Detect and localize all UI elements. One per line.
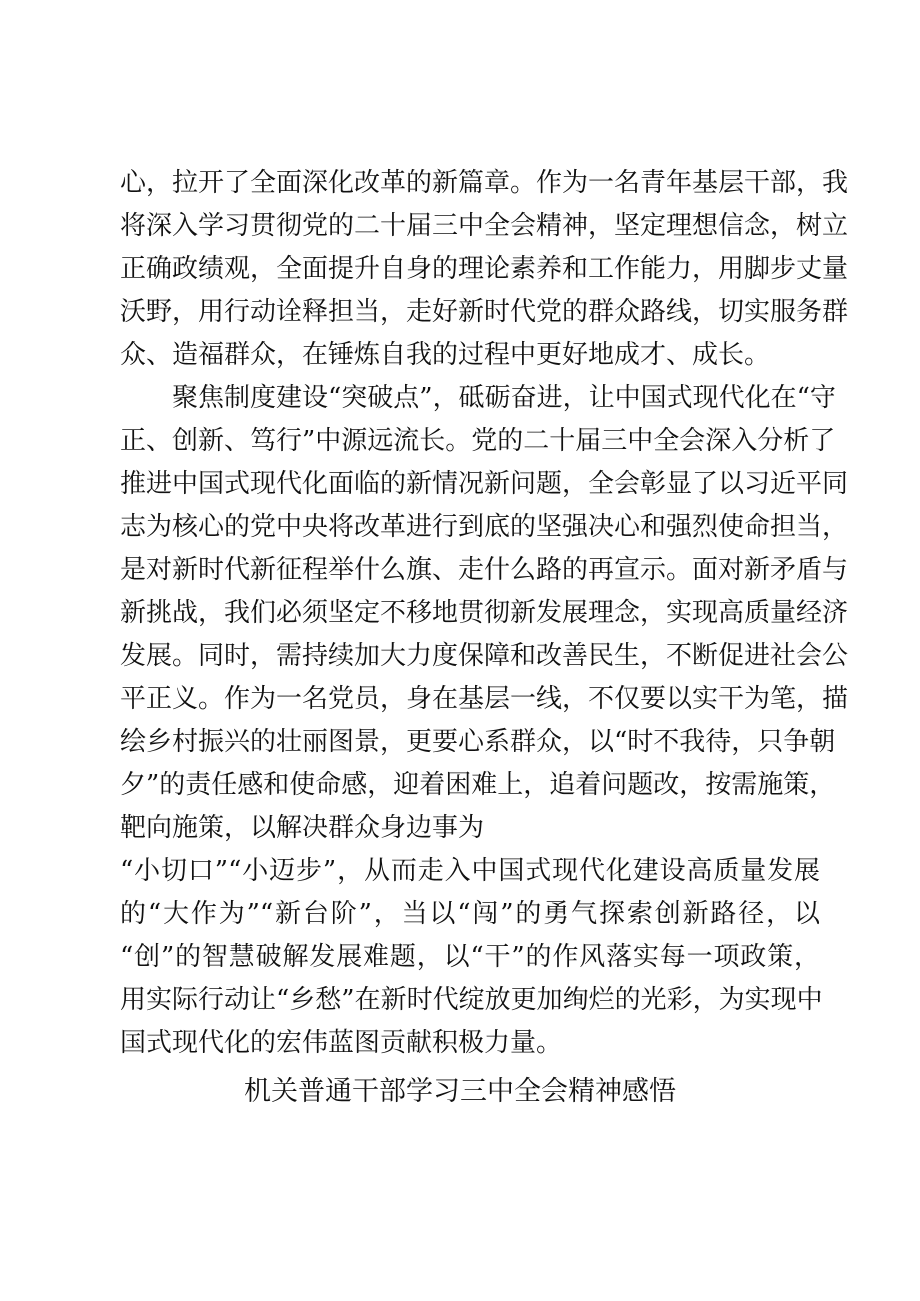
text-line: 心，拉开了全面深化改革的新篇章。作为一名青年基层干部，我 bbox=[120, 168, 849, 198]
text-line: 正、创新、笃行”中源远流长。党的二十届三中全会深入分析了 bbox=[120, 426, 836, 456]
paragraph-2 bbox=[120, 377, 849, 850]
text-line: 绘乡村振兴的壮丽图景，更要心系群众，以“时不我待，只争朝 bbox=[120, 727, 836, 757]
text-line: 用实际行动让“乡愁”在新时代绽放更加绚烂的光彩，为实现中 bbox=[120, 985, 823, 1015]
text-line: 推进中国式现代化面临的新情况新问题，全会彰显了以习近平同 bbox=[120, 469, 849, 499]
text-line: 沃野，用行动诠释担当，走好新时代党的群众路线，切实服务群 bbox=[120, 297, 849, 327]
text-line: 发展。同时，需持续加大力度保障和改善民生，不断促进社会公 bbox=[120, 641, 849, 671]
text-line: 众、造福群众，在锤炼自我的过程中更好地成才、成长。 bbox=[120, 340, 771, 370]
text-line: 正确政绩观，全面提升自身的理论素养和工作能力，用脚步丈量 bbox=[120, 254, 849, 284]
text-line: 是对新时代新征程举什么旗、走什么路的再宣示。面对新矛盾与 bbox=[120, 555, 849, 585]
article-heading: 机关普通干部学习三中全会精神感悟 bbox=[244, 1076, 676, 1107]
text-line: 的“大作为”“新台阶”，当以“闯”的勇气探索创新路径，以 bbox=[120, 899, 820, 929]
text-line: 国式现代化的宏伟蓝图贡献积极力量。 bbox=[120, 1028, 563, 1058]
text-line: 聚焦制度建设“突破点”，砥砺奋进，让中国式现代化在“守 bbox=[120, 383, 836, 413]
text-line: 夕”的责任感和使命感，迎着困难上，追着问题改，按需施策， bbox=[120, 770, 836, 800]
text-line: 将深入学习贯彻党的二十届三中全会精神，坚定理想信念，树立 bbox=[120, 211, 849, 241]
text-line: 新挑战，我们必须坚定不移地贯彻新发展理念，实现高质量经济 bbox=[120, 598, 849, 628]
text-line: 志为核心的党中央将改革进行到底的坚强决心和强烈使命担当， bbox=[120, 512, 849, 542]
text-line: 靶向施策，以解决群众身边事为 bbox=[120, 813, 485, 843]
text-line: “小切口”“小迈步”，从而走入中国式现代化建设高质量发展 bbox=[120, 856, 820, 886]
text-line: 平正义。作为一名党员，身在基层一线，不仅要以实干为笔，描 bbox=[120, 684, 849, 714]
document-body bbox=[120, 162, 849, 1065]
text-line: “创”的智慧破解发展难题，以“干”的作风落实每一项政策， bbox=[120, 942, 820, 972]
paragraph-3 bbox=[120, 850, 823, 1065]
paragraph-1 bbox=[120, 162, 849, 377]
